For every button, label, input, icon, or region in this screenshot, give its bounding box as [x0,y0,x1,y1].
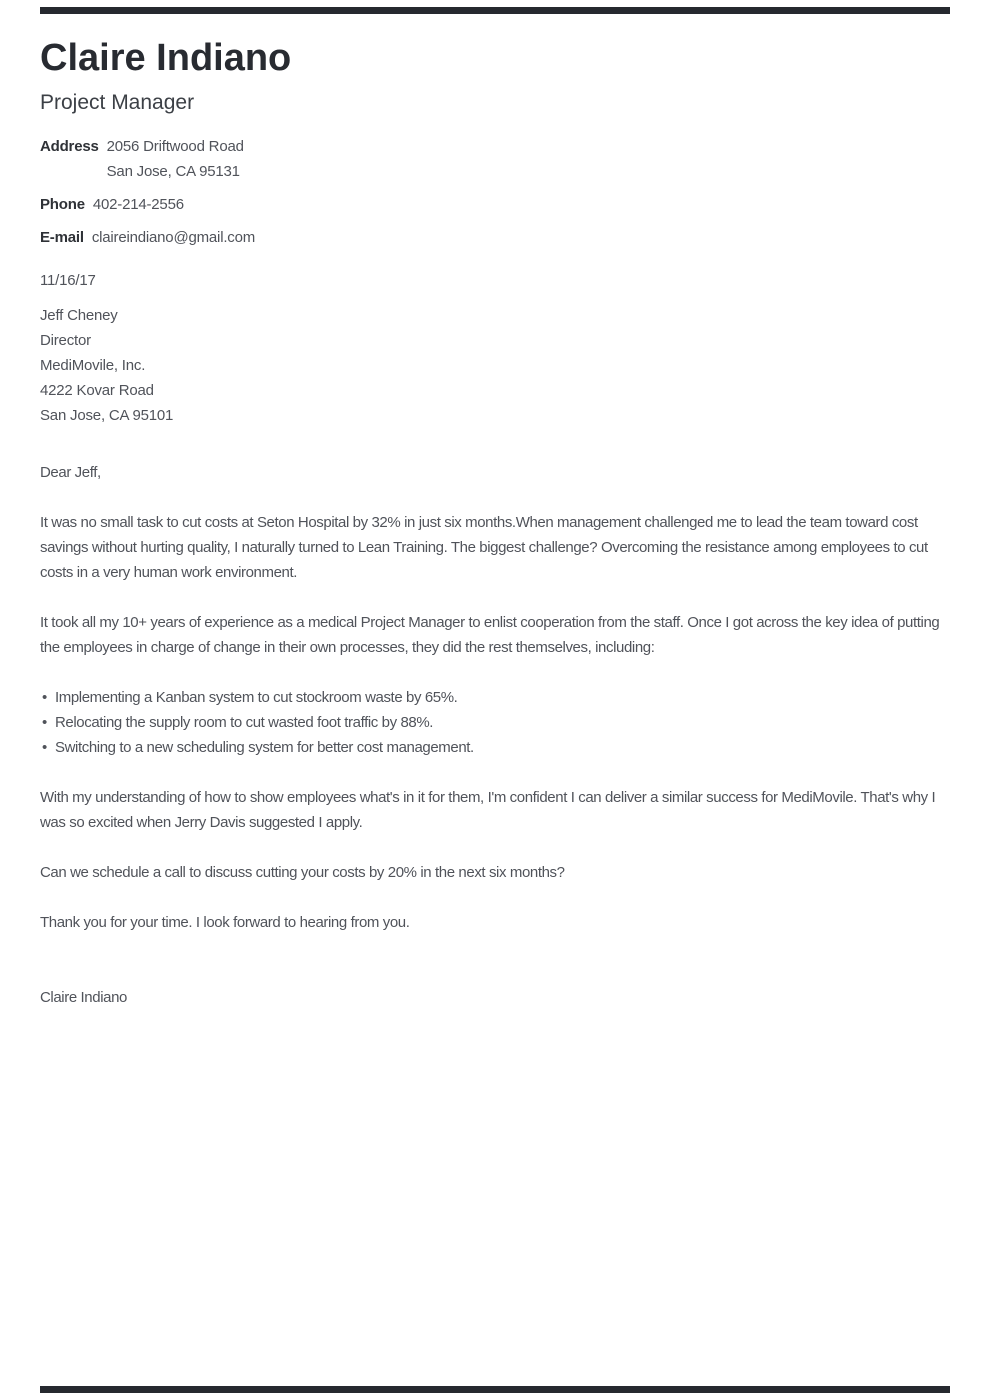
contact-row-email [40,225,948,250]
contact-row-phone [40,192,948,217]
recipient-role: Director [40,332,91,349]
letter-date: 11/16/17 [40,272,96,289]
candidate-name: Claire Indiano [40,37,292,79]
recipient-block [40,303,948,428]
contact-value-email [92,225,255,250]
contact-label-phone: Phone [40,196,85,213]
letter-body [40,268,948,1010]
achievement-item: • Implementing a Kanban system to cut stockroom waste by 65%. [40,685,948,710]
paragraph-call-to-action: Can we schedule a call to discuss cutting your costs by 20% in the next six months? [40,864,565,881]
signature-name: Claire Indiano [40,989,127,1006]
recipient-street: 4222 Kovar Road [40,382,154,399]
achievement-list [40,685,948,760]
contact-row-address [40,134,948,184]
paragraph-experience: It took all my 10+ years of experience as a medical Project Manager to enlist cooperation from the staff. Once I got across the key idea of putting the employees in charge of change in their own processes, they did the rest themselves, including: [40,614,940,656]
recipient-name: Jeff Cheney [40,307,118,324]
bottom-border-bar [40,1386,950,1393]
contact-value-address [107,134,244,184]
recipient-company: MediMovile, Inc. [40,357,146,374]
paragraph-intro: It was no small task to cut costs at Seton Hospital by 32% in just six months.When management challenged me to lead the team toward cost savings without hurting quality, I naturally turned to Lean Training. The biggest challenge? Overcoming the resistance among employees to cut costs in a very human work environment. [40,514,928,581]
address-line-1: 2056 Driftwood Road [106,138,244,155]
paragraph-fit: With my understanding of how to show employees what's in it for them, I'm confident I can deliver a similar success for MediMovile. That's why I was so excited when Jerry Davis suggested I apply. [40,789,936,831]
job-title: Project Manager [40,91,195,114]
contact-info [40,134,948,250]
address-line-2: San Jose, CA 95131 [106,163,240,180]
recipient-city: San Jose, CA 95101 [40,407,174,424]
achievement-item: • Relocating the supply room to cut wasted foot traffic by 88%. [40,710,948,735]
salutation: Dear Jeff, [40,464,101,481]
email-address: claireindiano@gmail.com [91,229,256,246]
letter-content [40,0,948,1010]
contact-value-phone [93,192,184,217]
phone-number: 402-214-2556 [92,196,184,213]
achievement-item: • Switching to a new scheduling system for better cost management. [40,735,948,760]
contact-label-email: E-mail [40,229,84,246]
contact-label-address: Address [40,138,99,155]
paragraph-thanks: Thank you for your time. I look forward to hearing from you. [40,914,410,931]
